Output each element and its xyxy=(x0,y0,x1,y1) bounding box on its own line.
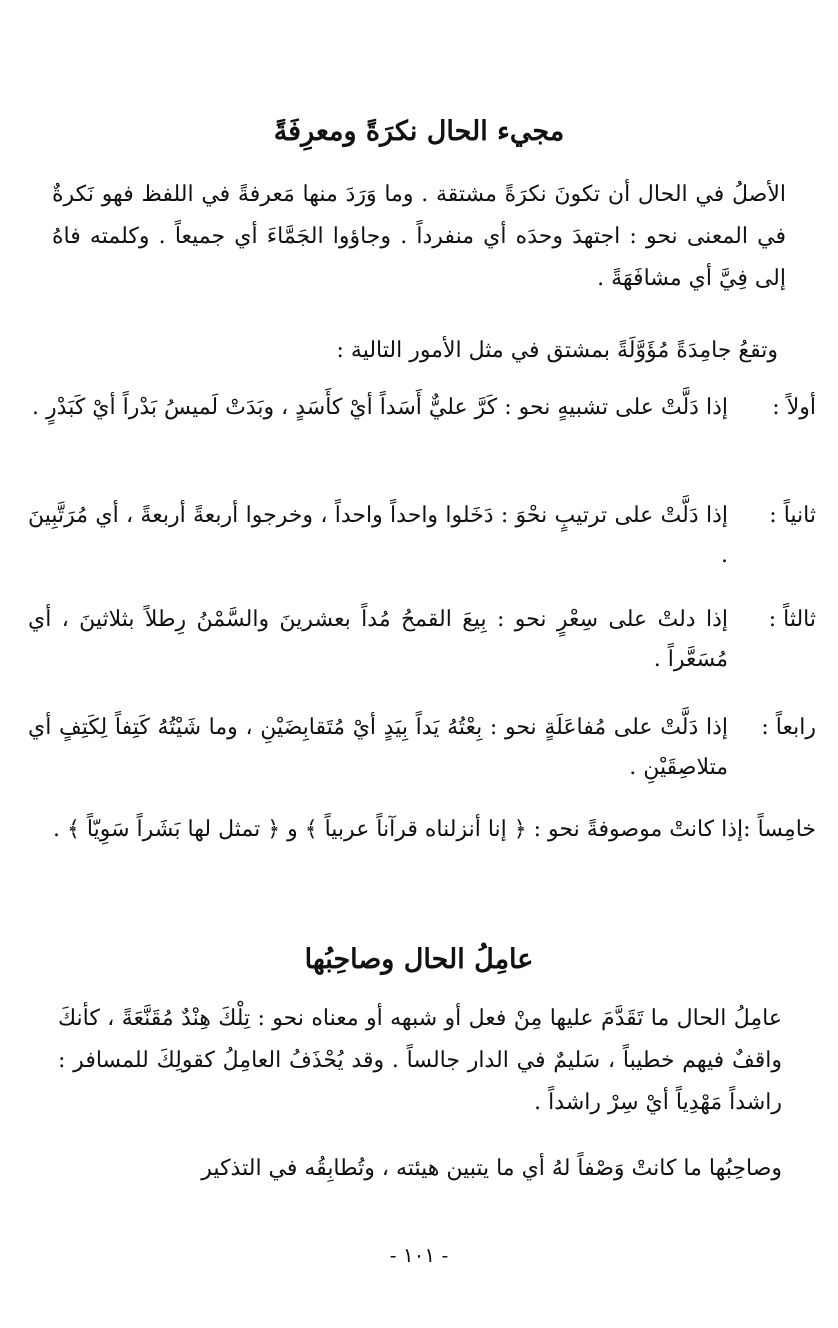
list-item-label: أولاً : xyxy=(772,395,816,420)
page-number: - ١٠١ - xyxy=(389,1243,449,1267)
list-item-text: إذا دَلَّتْ على تشبيهٍ نحو : كَرَّ عليٌّ أَسَداً أيْ كأَسَدٍ ، وبَدَتْ لَميسُ بَدْراً أيْ كَبَدْرٍ . xyxy=(32,395,728,420)
list-item-text: إذا دلتْ على سِعْرٍ نحو : بِيعَ القمحُ مُداً بعشرينَ والسَّمْنُ رِطلاً بثلاثينَ ، أي مُسَعَّراً . xyxy=(28,607,728,672)
section-title-agent-and-owner: عامِلُ الحال وصاحِبُها xyxy=(304,944,534,975)
list-item-label: خامِساً : xyxy=(743,817,816,842)
list-item-text: إذا دَلَّتْ على ترتيبٍ نحْوَ : دَخَلوا واحداً واحداً ، وخرجوا أربعةً أربعةً ، أي مُرَتَّبِينَ . xyxy=(28,503,728,568)
agent-paragraph: عامِلُ الحال ما تَقَدَّمَ عليها مِنْ فعل أو شبهه أو معناه نحو : تِلْكَ هِنْدٌ مُقَنَّعَةً ، كأنكَ واقفٌ فيهم خطيباً ، سَليمٌ في الدار جالساً . وقد يُحْذَفُ العامِلُ كقولِكَ للمسافر : راشداً مَهْدِياً أيْ سِرْ راشداً . xyxy=(58,1006,782,1115)
list-item-second xyxy=(28,496,816,576)
list-item-first xyxy=(28,388,816,428)
section-title-indefinite-definite: مجيء الحال نكرَةً ومعرِفَةً xyxy=(273,116,565,147)
list-item-text: إذا كانتْ موصوفةً نحو : ﴿ إنا أنزلناه قرآناً عربياً ﴾ و ﴿ تمثل لها بَشَراً سَوِيّاً ﴾ . xyxy=(53,817,744,842)
lead-sentence: وتقعُ جامِدَةً مُؤَوَّلَةً بمشتق في مثل الأمور التالية : xyxy=(336,338,778,363)
list-item-third xyxy=(28,600,816,680)
list-item-label: ثانياً : xyxy=(769,503,816,528)
list-item-fifth xyxy=(28,810,816,850)
owner-paragraph: وصاحِبُها ما كانتْ وَصْفاً لهُ أي ما يتبين هيئته ، وتُطابِقُه في التذكير xyxy=(201,1156,782,1181)
list-item-text: إذا دَلَّتْ على مُفاعَلَةٍ نحو : بِعْتُهُ يَداً بِيَدٍ أيْ مُتَقابِضَيْنِ ، وما شَيْتُهُ كَتِفاً لِكَتِفٍ أي متلاصِقَيْنِ . xyxy=(28,715,728,780)
intro-paragraph: الأصلُ في الحال أن تكونَ نكرَةً مشتقة . وما وَرَدَ منها مَعرفةً في اللفظ فهو نَكرةٌ في المعنى نحو : اجتهدَ وحدَه أي منفرداً . وجاؤوا الجَمَّاءَ أي جميعاً . وكلمته فاهُ إلى فِيَّ أي مشافَهَةً . xyxy=(52,182,786,291)
list-item-fourth xyxy=(28,708,816,788)
list-item-label: رابعاً : xyxy=(761,715,816,740)
list-item-label: ثالثاً : xyxy=(768,607,816,632)
list-item-body xyxy=(28,810,816,850)
